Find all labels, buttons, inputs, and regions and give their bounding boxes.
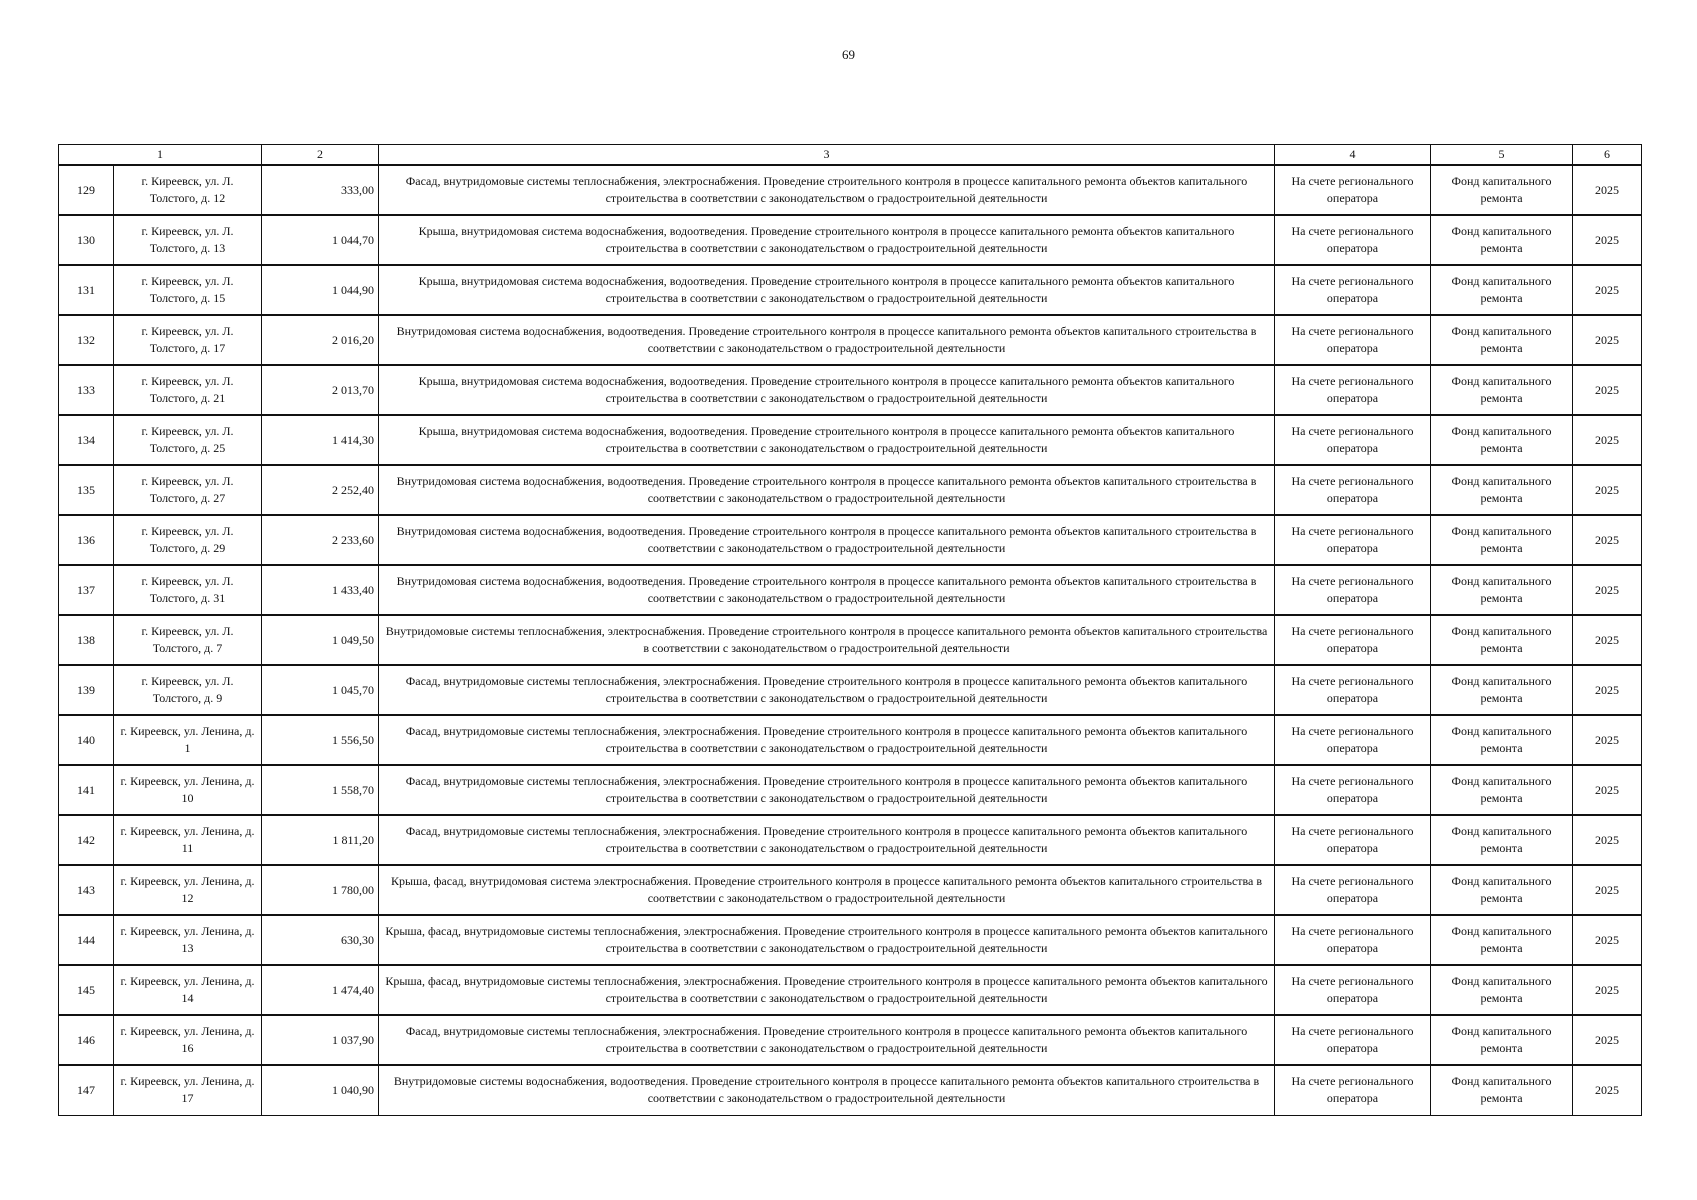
row-number: 141 [59, 765, 114, 815]
year-cell: 2025 [1573, 815, 1642, 865]
row-number: 136 [59, 515, 114, 565]
table-row [59, 915, 1642, 965]
row-number: 144 [59, 915, 114, 965]
account-cell: На счете регионального оператора [1275, 515, 1431, 565]
year-cell: 2025 [1573, 415, 1642, 465]
year-cell: 2025 [1573, 215, 1642, 265]
works-cell: Крыша, внутридомовая система водоснабжения, водоотведения. Проведение строительного контроля в процессе капитального ремонта объектов капитального строительства в соответствии с законодательством о градостроительной деятельности [379, 215, 1275, 265]
table-row [59, 365, 1642, 415]
works-cell: Фасад, внутридомовые системы теплоснабжения, электроснабжения. Проведение строительного контроля в процессе капитального ремонта объектов капитального строительства в соответствии с законодательством о градостроительной деятельности [379, 715, 1275, 765]
works-cell: Внутридомовая система водоснабжения, водоотведения. Проведение строительного контроля в процессе капитального ремонта объектов капитального строительства в соответствии с законодательством о градостроительной деятельности [379, 465, 1275, 515]
works-cell: Крыша, фасад, внутридомовые системы теплоснабжения, электроснабжения. Проведение строительного контроля в процессе капитального ремонта объектов капитального строительства в соответствии с законодательством о градостроительной деятельности [379, 915, 1275, 965]
table-row [59, 465, 1642, 515]
works-cell: Внутридомовые системы теплоснабжения, электроснабжения. Проведение строительного контроля в процессе капитального ремонта объектов капитального строительства в соответствии с законодательством о градостроительной деятельности [379, 615, 1275, 665]
funding-source-cell: Фонд капитального ремонта [1431, 215, 1573, 265]
table-row [59, 965, 1642, 1015]
funding-source-cell: Фонд капитального ремонта [1431, 165, 1573, 215]
address-cell: г. Киреевск, ул. Л. Толстого, д. 25 [114, 415, 262, 465]
address-cell: г. Киреевск, ул. Л. Толстого, д. 7 [114, 615, 262, 665]
year-cell: 2025 [1573, 565, 1642, 615]
address-cell: г. Киреевск, ул. Ленина, д. 17 [114, 1065, 262, 1115]
address-cell: г. Киреевск, ул. Ленина, д. 1 [114, 715, 262, 765]
page-number: 69 [842, 47, 855, 62]
row-number: 129 [59, 165, 114, 215]
cost-cell: 333,00 [262, 165, 379, 215]
account-cell: На счете регионального оператора [1275, 615, 1431, 665]
account-cell: На счете регионального оператора [1275, 465, 1431, 515]
year-cell: 2025 [1573, 965, 1642, 1015]
table-row [59, 715, 1642, 765]
table-row [59, 515, 1642, 565]
account-cell: На счете регионального оператора [1275, 665, 1431, 715]
row-number: 147 [59, 1065, 114, 1115]
year-cell: 2025 [1573, 515, 1642, 565]
address-cell: г. Киреевск, ул. Ленина, д. 14 [114, 965, 262, 1015]
works-cell: Внутридомовая система водоснабжения, водоотведения. Проведение строительного контроля в процессе капитального ремонта объектов капитального строительства в соответствии с законодательством о градостроительной деятельности [379, 565, 1275, 615]
table-row [59, 815, 1642, 865]
column-header-5: 5 [1431, 145, 1573, 166]
cost-cell: 1 811,20 [262, 815, 379, 865]
year-cell: 2025 [1573, 615, 1642, 665]
account-cell: На счете регионального оператора [1275, 165, 1431, 215]
table-row [59, 215, 1642, 265]
account-cell: На счете регионального оператора [1275, 565, 1431, 615]
table-row [59, 665, 1642, 715]
address-cell: г. Киреевск, ул. Ленина, д. 16 [114, 1015, 262, 1065]
row-number: 140 [59, 715, 114, 765]
works-cell: Фасад, внутридомовые системы теплоснабжения, электроснабжения. Проведение строительного контроля в процессе капитального ремонта объектов капитального строительства в соответствии с законодательством о градостроительной деятельности [379, 765, 1275, 815]
table-row [59, 1065, 1642, 1115]
address-cell: г. Киреевск, ул. Л. Толстого, д. 31 [114, 565, 262, 615]
funding-source-cell: Фонд капитального ремонта [1431, 615, 1573, 665]
row-number: 143 [59, 865, 114, 915]
account-cell: На счете регионального оператора [1275, 765, 1431, 815]
cost-cell: 1 558,70 [262, 765, 379, 815]
account-cell: На счете регионального оператора [1275, 315, 1431, 365]
address-cell: г. Киреевск, ул. Л. Толстого, д. 12 [114, 165, 262, 215]
address-cell: г. Киреевск, ул. Ленина, д. 13 [114, 915, 262, 965]
year-cell: 2025 [1573, 915, 1642, 965]
account-cell: На счете регионального оператора [1275, 1065, 1431, 1115]
cost-cell: 1 040,90 [262, 1065, 379, 1115]
row-number: 145 [59, 965, 114, 1015]
funding-source-cell: Фонд капитального ремонта [1431, 365, 1573, 415]
row-number: 142 [59, 815, 114, 865]
year-cell: 2025 [1573, 865, 1642, 915]
address-cell: г. Киреевск, ул. Ленина, д. 11 [114, 815, 262, 865]
address-cell: г. Киреевск, ул. Л. Толстого, д. 17 [114, 315, 262, 365]
table-row [59, 565, 1642, 615]
funding-source-cell: Фонд капитального ремонта [1431, 865, 1573, 915]
funding-source-cell: Фонд капитального ремонта [1431, 465, 1573, 515]
funding-source-cell: Фонд капитального ремонта [1431, 815, 1573, 865]
year-cell: 2025 [1573, 315, 1642, 365]
funding-source-cell: Фонд капитального ремонта [1431, 1065, 1573, 1115]
row-number: 131 [59, 265, 114, 315]
column-header-6: 6 [1573, 145, 1642, 166]
address-cell: г. Киреевск, ул. Л. Толстого, д. 21 [114, 365, 262, 415]
column-number-row [59, 145, 1642, 166]
funding-source-cell: Фонд капитального ремонта [1431, 765, 1573, 815]
cost-cell: 1 037,90 [262, 1015, 379, 1065]
address-cell: г. Киреевск, ул. Л. Толстого, д. 29 [114, 515, 262, 565]
funding-source-cell: Фонд капитального ремонта [1431, 965, 1573, 1015]
works-cell: Фасад, внутридомовые системы теплоснабжения, электроснабжения. Проведение строительного контроля в процессе капитального ремонта объектов капитального строительства в соответствии с законодательством о градостроительной деятельности [379, 165, 1275, 215]
account-cell: На счете регионального оператора [1275, 965, 1431, 1015]
works-cell: Фасад, внутридомовые системы теплоснабжения, электроснабжения. Проведение строительного контроля в процессе капитального ремонта объектов капитального строительства в соответствии с законодательством о градостроительной деятельности [379, 815, 1275, 865]
year-cell: 2025 [1573, 365, 1642, 415]
row-number: 135 [59, 465, 114, 515]
address-cell: г. Киреевск, ул. Л. Толстого, д. 27 [114, 465, 262, 515]
works-cell: Внутридомовая система водоснабжения, водоотведения. Проведение строительного контроля в процессе капитального ремонта объектов капитального строительства в соответствии с законодательством о градостроительной деятельности [379, 315, 1275, 365]
works-cell: Фасад, внутридомовые системы теплоснабжения, электроснабжения. Проведение строительного контроля в процессе капитального ремонта объектов капитального строительства в соответствии с законодательством о градостроительной деятельности [379, 1015, 1275, 1065]
funding-source-cell: Фонд капитального ремонта [1431, 715, 1573, 765]
funding-source-cell: Фонд капитального ремонта [1431, 665, 1573, 715]
address-cell: г. Киреевск, ул. Л. Толстого, д. 9 [114, 665, 262, 715]
column-header-3: 3 [379, 145, 1275, 166]
cost-cell: 2 252,40 [262, 465, 379, 515]
column-header-4: 4 [1275, 145, 1431, 166]
works-cell: Фасад, внутридомовые системы теплоснабжения, электроснабжения. Проведение строительного контроля в процессе капитального ремонта объектов капитального строительства в соответствии с законодательством о градостроительной деятельности [379, 665, 1275, 715]
funding-source-cell: Фонд капитального ремонта [1431, 1015, 1573, 1065]
funding-source-cell: Фонд капитального ремонта [1431, 415, 1573, 465]
funding-source-cell: Фонд капитального ремонта [1431, 515, 1573, 565]
cost-cell: 1 049,50 [262, 615, 379, 665]
account-cell: На счете регионального оператора [1275, 215, 1431, 265]
account-cell: На счете регионального оператора [1275, 365, 1431, 415]
works-cell: Внутридомовая система водоснабжения, водоотведения. Проведение строительного контроля в процессе капитального ремонта объектов капитального строительства в соответствии с законодательством о градостроительной деятельности [379, 515, 1275, 565]
works-cell: Крыша, внутридомовая система водоснабжения, водоотведения. Проведение строительного контроля в процессе капитального ремонта объектов капитального строительства в соответствии с законодательством о градостроительной деятельности [379, 365, 1275, 415]
cost-cell: 2 016,20 [262, 315, 379, 365]
funding-source-cell: Фонд капитального ремонта [1431, 565, 1573, 615]
address-cell: г. Киреевск, ул. Ленина, д. 12 [114, 865, 262, 915]
column-header-1: 1 [59, 145, 262, 166]
works-cell: Внутридомовые системы водоснабжения, водоотведения. Проведение строительного контроля в процессе капитального ремонта объектов капитального строительства в соответствии с законодательством о градостроительной деятельности [379, 1065, 1275, 1115]
cost-cell: 2 233,60 [262, 515, 379, 565]
row-number: 138 [59, 615, 114, 665]
row-number: 133 [59, 365, 114, 415]
cost-cell: 1 556,50 [262, 715, 379, 765]
cost-cell: 1 045,70 [262, 665, 379, 715]
funding-source-cell: Фонд капитального ремонта [1431, 265, 1573, 315]
year-cell: 2025 [1573, 715, 1642, 765]
row-number: 146 [59, 1015, 114, 1065]
row-number: 134 [59, 415, 114, 465]
year-cell: 2025 [1573, 1065, 1642, 1115]
table-row [59, 415, 1642, 465]
address-cell: г. Киреевск, ул. Ленина, д. 10 [114, 765, 262, 815]
cost-cell: 1 414,30 [262, 415, 379, 465]
row-number: 130 [59, 215, 114, 265]
account-cell: На счете регионального оператора [1275, 915, 1431, 965]
works-cell: Крыша, внутридомовая система водоснабжения, водоотведения. Проведение строительного контроля в процессе капитального ремонта объектов капитального строительства в соответствии с законодательством о градостроительной деятельности [379, 265, 1275, 315]
cost-cell: 1 433,40 [262, 565, 379, 615]
cost-cell: 2 013,70 [262, 365, 379, 415]
row-number: 137 [59, 565, 114, 615]
works-cell: Крыша, фасад, внутридомовые системы теплоснабжения, электроснабжения. Проведение строительного контроля в процессе капитального ремонта объектов капитального строительства в соответствии с законодательством о градостроительной деятельности [379, 965, 1275, 1015]
account-cell: На счете регионального оператора [1275, 865, 1431, 915]
account-cell: На счете регионального оператора [1275, 415, 1431, 465]
address-cell: г. Киреевск, ул. Л. Толстого, д. 15 [114, 265, 262, 315]
year-cell: 2025 [1573, 765, 1642, 815]
cost-cell: 1 474,40 [262, 965, 379, 1015]
repair-registry-table [58, 144, 1642, 1116]
funding-source-cell: Фонд капитального ремонта [1431, 315, 1573, 365]
account-cell: На счете регионального оператора [1275, 815, 1431, 865]
funding-source-cell: Фонд капитального ремонта [1431, 915, 1573, 965]
cost-cell: 630,30 [262, 915, 379, 965]
table-row [59, 315, 1642, 365]
table-row [59, 765, 1642, 815]
table-row [59, 1015, 1642, 1065]
works-cell: Крыша, фасад, внутридомовая система электроснабжения. Проведение строительного контроля в процессе капитального ремонта объектов капитального строительства в соответствии с законодательством о градостроительной деятельности [379, 865, 1275, 915]
row-number: 139 [59, 665, 114, 715]
account-cell: На счете регионального оператора [1275, 265, 1431, 315]
works-cell: Крыша, внутридомовая система водоснабжения, водоотведения. Проведение строительного контроля в процессе капитального ремонта объектов капитального строительства в соответствии с законодательством о градостроительной деятельности [379, 415, 1275, 465]
account-cell: На счете регионального оператора [1275, 1015, 1431, 1065]
year-cell: 2025 [1573, 265, 1642, 315]
table-header [59, 145, 1642, 166]
cost-cell: 1 044,90 [262, 265, 379, 315]
year-cell: 2025 [1573, 1015, 1642, 1065]
table-row [59, 265, 1642, 315]
table-row [59, 865, 1642, 915]
year-cell: 2025 [1573, 465, 1642, 515]
column-header-2: 2 [262, 145, 379, 166]
row-number: 132 [59, 315, 114, 365]
cost-cell: 1 780,00 [262, 865, 379, 915]
address-cell: г. Киреевск, ул. Л. Толстого, д. 13 [114, 215, 262, 265]
cost-cell: 1 044,70 [262, 215, 379, 265]
year-cell: 2025 [1573, 665, 1642, 715]
year-cell: 2025 [1573, 165, 1642, 215]
account-cell: На счете регионального оператора [1275, 715, 1431, 765]
table-row [59, 615, 1642, 665]
table-body [59, 165, 1642, 1115]
table-row [59, 165, 1642, 215]
